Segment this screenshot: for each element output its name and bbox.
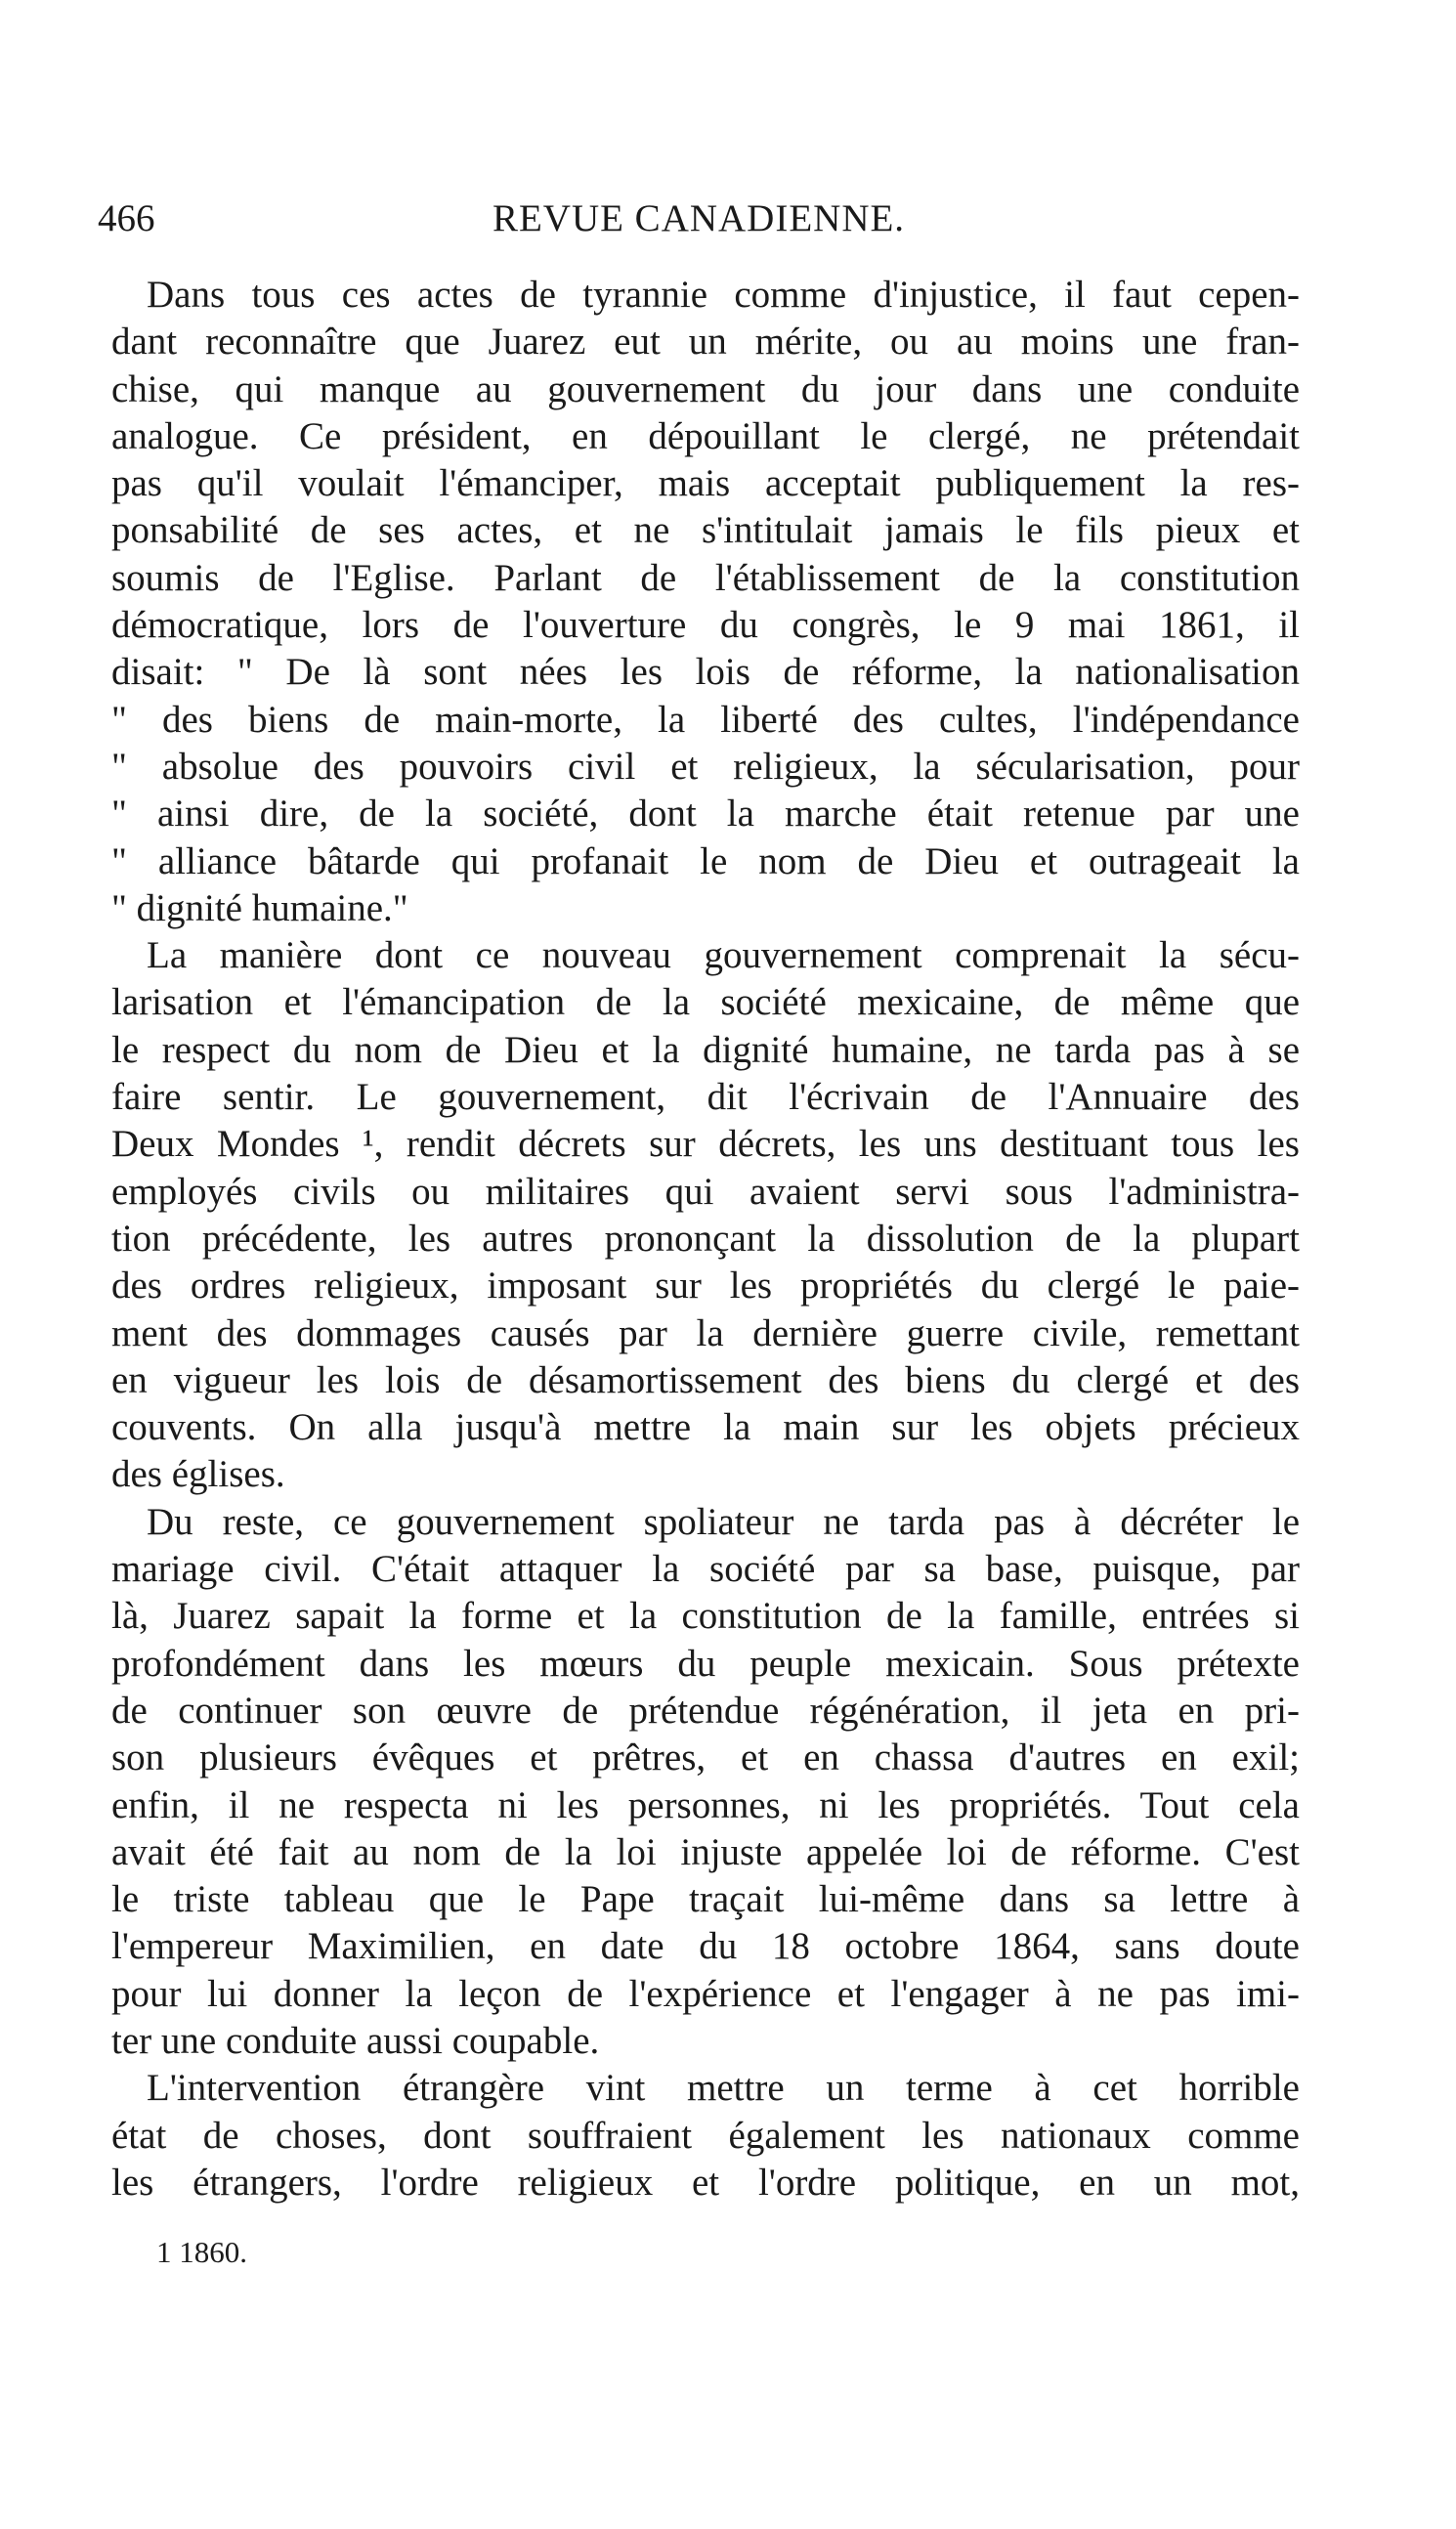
text-line: couvents. On alla jusqu'à mettre la main sur les objets précieux [111, 1406, 1300, 1449]
text-line: " des biens de main-morte, la liberté des cultes, l'indépendance [111, 698, 1300, 741]
text-line: profondément dans les mœurs du peuple mexicain. Sous prétexte [111, 1642, 1300, 1685]
text-line: pour lui donner la leçon de l'expérience et l'engager à ne pas imi- [111, 1972, 1300, 2015]
text-line: le respect du nom de Dieu et la dignité humaine, ne tarda pas à se [111, 1028, 1300, 1071]
text-line: l'empereur Maximilien, en date du 18 octobre 1864, sans doute [111, 1925, 1300, 1968]
text-line: le triste tableau que le Pape traçait lui-même dans sa lettre à [111, 1878, 1300, 1921]
text-line: en vigueur les lois de désamortissement des biens du clergé et des [111, 1358, 1300, 1401]
text-line: avait été fait au nom de la loi injuste appelée loi de réforme. C'est [111, 1830, 1300, 1873]
text-line: Du reste, ce gouvernement spoliateur ne tarda pas à décréter le [147, 1500, 1300, 1543]
text-line: employés civils ou militaires qui avaient servi sous l'administra- [111, 1170, 1300, 1213]
text-line: de continuer son œuvre de prétendue régénération, il jeta en pri- [111, 1689, 1300, 1732]
text-line: des ordres religieux, imposant sur les propriétés du clergé le paie- [111, 1264, 1300, 1307]
paragraph [111, 932, 1300, 1499]
text-line: " ainsi dire, de la société, dont la marche était retenue par une [111, 793, 1300, 836]
text-line: dant reconnaître que Juarez eut un mérite, ou au moins une fran- [111, 321, 1300, 364]
body-text [111, 272, 1300, 2207]
text-line: ter une conduite aussi coupable. [111, 2019, 600, 2062]
text-line: " alliance bâtarde qui profanait le nom de Dieu et outrageait la [111, 839, 1300, 882]
text-line: disait: " De là sont nées les lois de réforme, la nationalisation [111, 651, 1300, 694]
text-line: démocratique, lors de l'ouverture du congrès, le 9 mai 1861, il [111, 604, 1300, 647]
paragraph [111, 2065, 1300, 2207]
text-line: ment des dommages causés par la dernière guerre civile, remettant [111, 1311, 1300, 1354]
footnote-area [156, 2233, 547, 2272]
text-line: pas qu'il voulait l'émanciper, mais acceptait publiquement la res- [111, 462, 1300, 505]
text-line: larisation et l'émancipation de la société mexicaine, de même que [111, 981, 1300, 1024]
text-line: enfin, il ne respecta ni les personnes, ni les propriétés. Tout cela [111, 1783, 1300, 1826]
text-line: La manière dont ce nouveau gouvernement comprenait la sécu- [147, 934, 1300, 977]
text-line: ponsabilité de ses actes, et ne s'intitulait jamais le fils pieux et [111, 509, 1300, 552]
running-title: REVUE CANADIENNE. [492, 197, 906, 239]
paragraph [111, 1499, 1300, 2066]
text-line: " absolue des pouvoirs civil et religieux, la sécularisation, pour [111, 745, 1300, 788]
text-line: Deux Mondes ¹, rendit décrets sur décrets, les uns destituant tous les [111, 1123, 1300, 1166]
text-line: des églises. [111, 1453, 285, 1496]
text-line: Dans tous ces actes de tyrannie comme d'injustice, il faut cepen- [147, 274, 1300, 316]
text-line: L'intervention étrangère vint mettre un terme à cet horrible [147, 2067, 1300, 2110]
page-header [98, 192, 1300, 246]
paragraph [111, 272, 1300, 932]
footnote: 1 1860. [156, 2235, 247, 2269]
text-line: " dignité humaine." [111, 886, 408, 929]
text-line: son plusieurs évêques et prêtres, et en chassa d'autres en exil; [111, 1736, 1300, 1779]
text-line: chise, qui manque au gouvernement du jour dans une conduite [111, 367, 1300, 410]
text-line: faire sentir. Le gouvernement, dit l'écrivain de l'Annuaire des [111, 1076, 1300, 1119]
text-line: tion précédente, les autres prononçant la dissolution de la plupart [111, 1217, 1300, 1260]
page-number: 466 [98, 197, 155, 239]
text-line: état de choses, dont souffraient également les nationaux comme [111, 2114, 1300, 2157]
text-line: les étrangers, l'ordre religieux et l'ordre politique, en un mot, [111, 2161, 1300, 2204]
text-line: analogue. Ce président, en dépouillant le clergé, ne prétendait [111, 414, 1300, 457]
text-line: mariage civil. C'était attaquer la société par sa base, puisque, par [111, 1548, 1300, 1591]
text-line: soumis de l'Eglise. Parlant de l'établissement de la constitution [111, 556, 1300, 599]
text-line: là, Juarez sapait la forme et la constitution de la famille, entrées si [111, 1595, 1300, 1638]
